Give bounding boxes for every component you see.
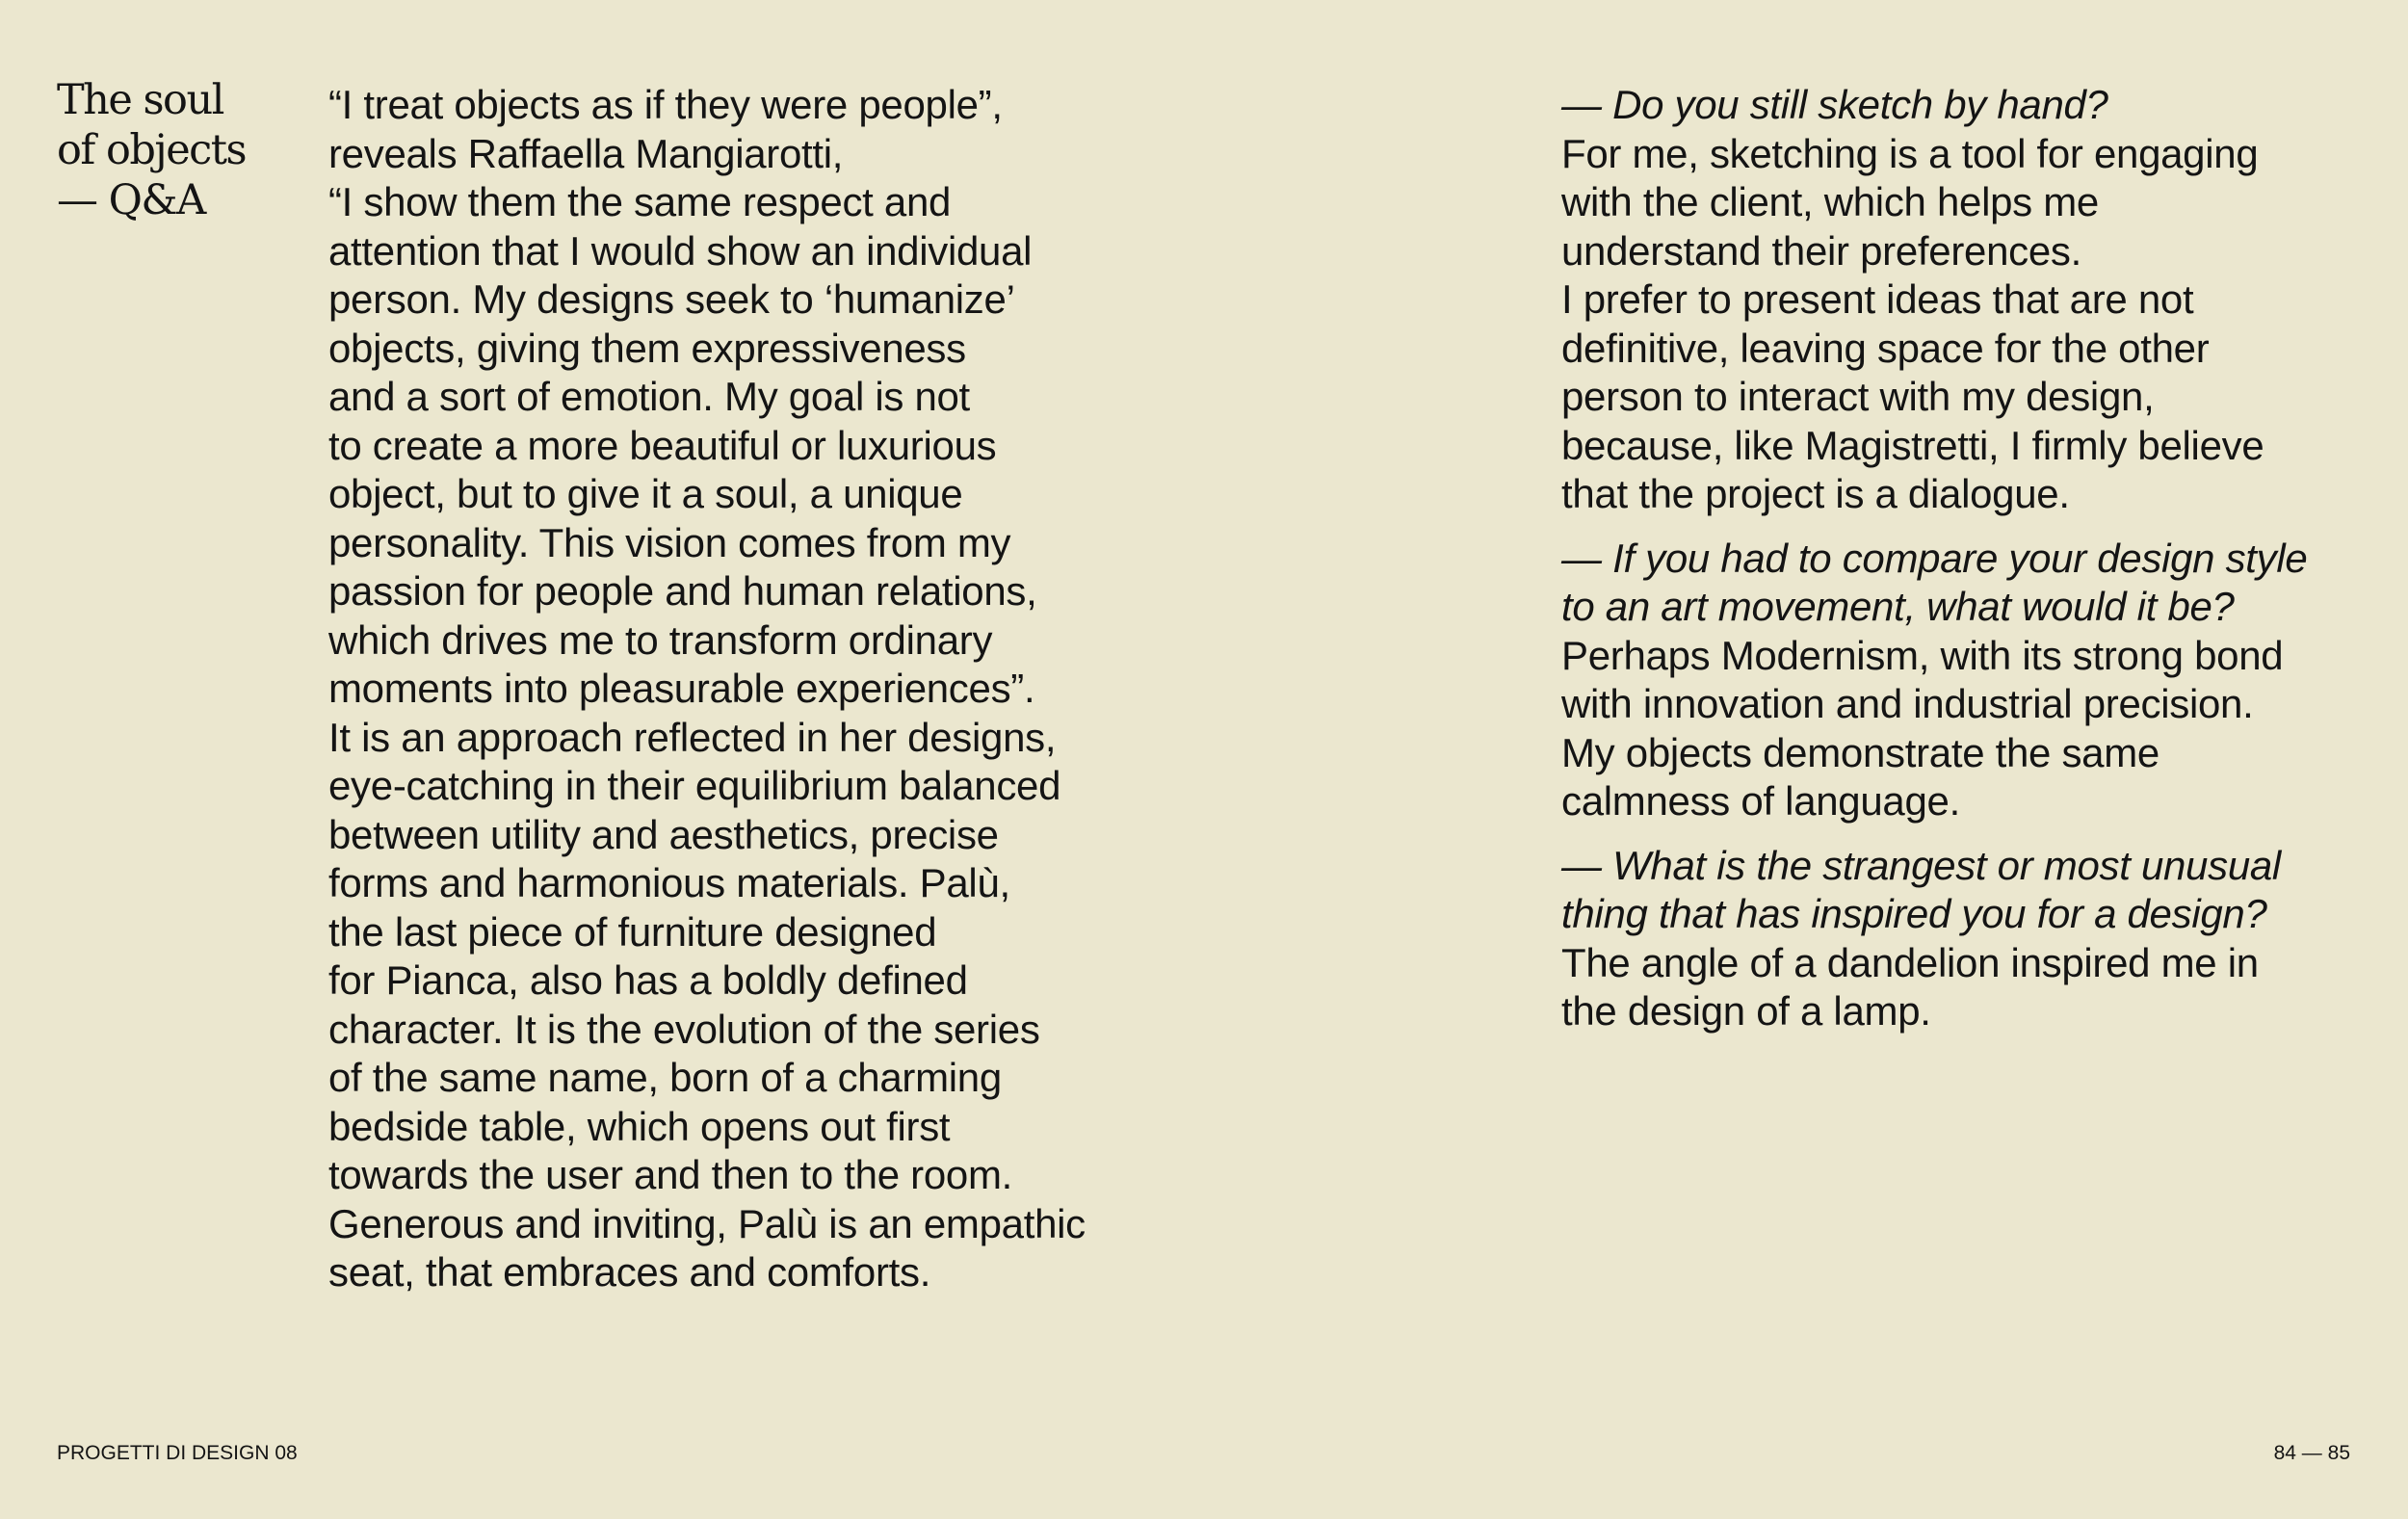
section-title-line: of objects — [57, 126, 247, 174]
question-line: — If you had to compare your design style — [1561, 535, 2308, 581]
answer-line: with the client, which helps me — [1561, 179, 2099, 224]
intro-line: to create a more beautiful or luxurious — [328, 422, 997, 468]
intro-line: passion for people and human relations, — [328, 568, 1037, 614]
intro-line: between utility and aesthetics, precise — [328, 811, 999, 857]
intro-line: and a sort of emotion. My goal is not — [328, 374, 970, 419]
answer-line: My objects demonstrate the same — [1561, 729, 2159, 775]
answer-line: I prefer to present ideas that are not — [1561, 276, 2194, 322]
intro-line: bedside table, which opens out first — [328, 1103, 951, 1149]
intro-line: which drives me to transform ordinary — [328, 616, 993, 663]
answer-line: understand their preferences. — [1561, 227, 2081, 274]
question-line: — Do you still sketch by hand? — [1561, 82, 2108, 127]
answer-line: person to interact with my design, — [1561, 374, 2155, 419]
question-line: thing that has inspired you for a design? — [1561, 891, 2267, 936]
intro-line: seat, that embraces and comforts. — [328, 1249, 931, 1295]
intro-line: object, but to give it a soul, a unique — [328, 471, 963, 516]
section-title-line: The soul — [57, 76, 223, 124]
answer-line: with innovation and industrial precision. — [1561, 681, 2254, 726]
intro-column — [328, 81, 1086, 1297]
intro-line: reveals Raffaella Mangiarotti, — [328, 130, 844, 176]
answer-line: For me, sketching is a tool for engaging — [1561, 130, 2259, 176]
intro-line: forms and harmonious materials. Palù, — [328, 860, 1010, 905]
intro-line: attention that I would show an individual — [328, 227, 1033, 274]
page-numbers: 84 — 85 — [2273, 1442, 2350, 1464]
publication-name: PROGETTI DI DESIGN 08 — [57, 1442, 298, 1464]
intro-line: for Pianca, also has a boldly defined — [328, 957, 968, 1003]
intro-line: moments into pleasurable experiences”. — [328, 666, 1035, 711]
qa-item — [1561, 535, 2307, 826]
answer-line: the design of a lamp. — [1561, 988, 1931, 1034]
intro-line: character. It is the evolution of the series — [328, 1006, 1040, 1052]
question-line: — What is the strangest or most unusual — [1561, 842, 2281, 888]
intro-line: objects, giving them expressiveness — [328, 325, 966, 371]
section-title-line: — Q&A — [57, 176, 205, 224]
answer-line: that the project is a dialogue. — [1561, 471, 2070, 516]
intro-line: Generous and inviting, Palù is an empathic — [328, 1200, 1086, 1246]
intro-line: It is an approach reflected in her designs, — [328, 714, 1057, 760]
qa-item — [1561, 81, 2307, 519]
answer-line: Perhaps Modernism, with its strong bond — [1561, 632, 2284, 678]
answer-line: definitive, leaving space for the other — [1561, 325, 2210, 371]
intro-line: eye-catching in their equilibrium balanced — [328, 763, 1061, 808]
intro-line: “I show them the same respect and — [328, 179, 952, 224]
qa-column — [1561, 81, 2307, 1052]
qa-item — [1561, 842, 2307, 1036]
intro-line: personality. This vision comes from my — [328, 519, 1011, 565]
intro-line: the last piece of furniture designed — [328, 908, 937, 955]
answer-line: calmness of language. — [1561, 778, 1960, 824]
section-title — [57, 75, 307, 225]
question-line: to an art movement, what would it be? — [1561, 584, 2235, 629]
answer-line: because, like Magistretti, I firmly believe — [1561, 422, 2264, 468]
intro-line: of the same name, born of a charming — [328, 1055, 1002, 1100]
intro-line: towards the user and then to the room. — [328, 1152, 1013, 1197]
answer-line: The angle of a dandelion inspired me in — [1561, 939, 2259, 985]
intro-line: “I treat objects as if they were people”, — [328, 82, 1003, 127]
intro-line: person. My designs seek to ‘humanize’ — [328, 276, 1015, 322]
